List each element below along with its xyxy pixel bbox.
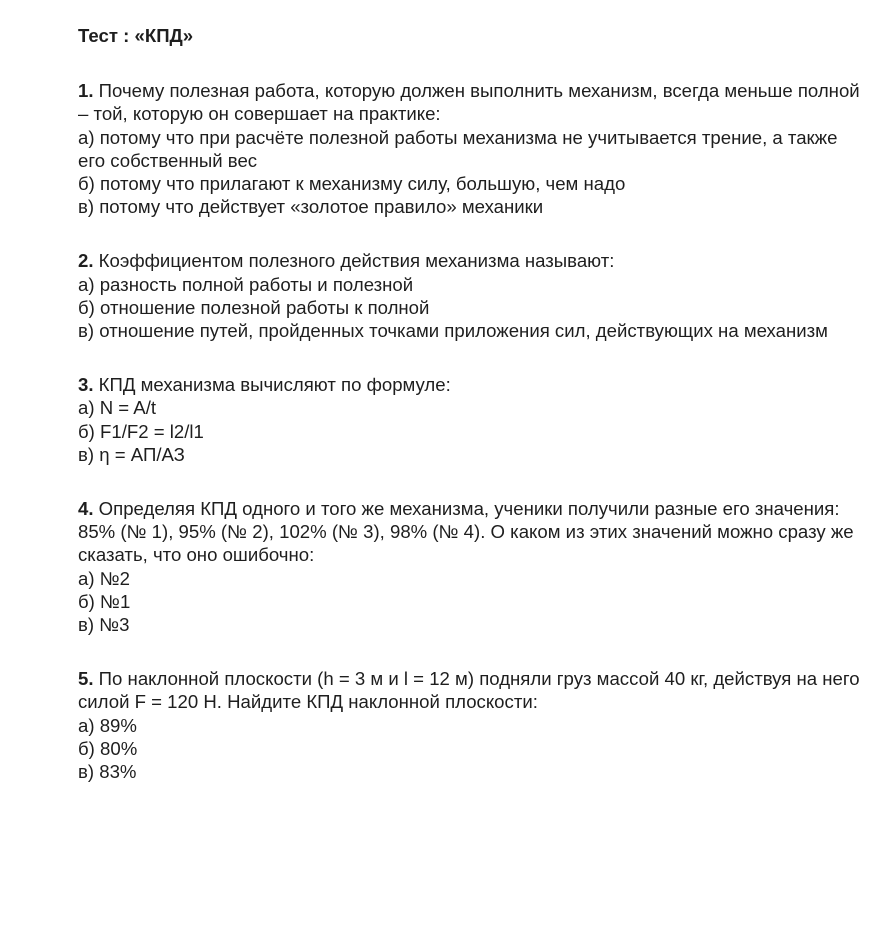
- question-number: 1.: [78, 80, 94, 102]
- question-number: 4.: [78, 498, 94, 520]
- question-number: 3.: [78, 374, 94, 396]
- answer-option: в) 83%: [78, 761, 137, 783]
- question-prompt: Определяя КПД одного и того же механизма, ученики получили разные его значения: 85% (№ 1), 95% (№ 2), 102% (№ 3), 98% (№ 4). О каком из этих значений можно сразу же сказать, что оно ошибочно:: [78, 498, 854, 566]
- question-number: 5.: [78, 668, 94, 690]
- question-prompt: Почему полезная работа, которую должен выполнить механизм, всегда меньше полной – той, которую он совершает на практике:: [78, 80, 860, 125]
- question-prompt: Коэффициентом полезного действия механизма называют:: [93, 250, 615, 272]
- answer-option: б) F1/F2 = l2/l1: [78, 420, 204, 442]
- question-prompt: По наклонной плоскости (h = 3 м и l = 12 м) подняли груз массой 40 кг, действуя на него силой F = 120 Н. Найдите КПД наклонной плоскости:: [78, 668, 860, 713]
- question-5: [78, 667, 863, 783]
- answer-option: а) потому что при расчёте полезной работы механизма не учитывается трение, а также его собственный вес: [78, 126, 838, 171]
- answer-option: б) отношение полезной работы к полной: [78, 296, 430, 318]
- question-text: [78, 249, 863, 272]
- question-prompt: КПД механизма вычисляют по формуле:: [93, 374, 451, 396]
- answer-option: в) отношение путей, пройденных точками приложения сил, действующих на механизм: [78, 320, 828, 342]
- question-4: [78, 497, 863, 636]
- answer-option: б) потому что прилагают к механизму силу, большую, чем надо: [78, 173, 626, 195]
- answer-option: в) №3: [78, 614, 130, 636]
- answer-option: в) η = АП/АЗ: [78, 443, 185, 465]
- question-text: [78, 497, 863, 567]
- answer-option: а) разность полной работы и полезной: [78, 273, 414, 295]
- document: [78, 24, 863, 814]
- question-list: [78, 79, 863, 783]
- question-number: 2.: [78, 250, 94, 272]
- question-text: [78, 79, 863, 125]
- question-2: [78, 249, 863, 342]
- answer-option: а) N = A/t: [78, 397, 157, 419]
- question-text: [78, 667, 863, 713]
- answer-option: а) №2: [78, 567, 130, 589]
- answer-option: б) 80%: [78, 737, 138, 759]
- question-text: [78, 373, 863, 396]
- test-title: Тест : «КПД»: [78, 25, 194, 46]
- answer-option: а) 89%: [78, 714, 137, 736]
- answer-option: б) №1: [78, 590, 131, 612]
- question-3: [78, 373, 863, 466]
- answer-option: в) потому что действует «золотое правило» механики: [78, 196, 544, 218]
- question-1: [78, 79, 863, 218]
